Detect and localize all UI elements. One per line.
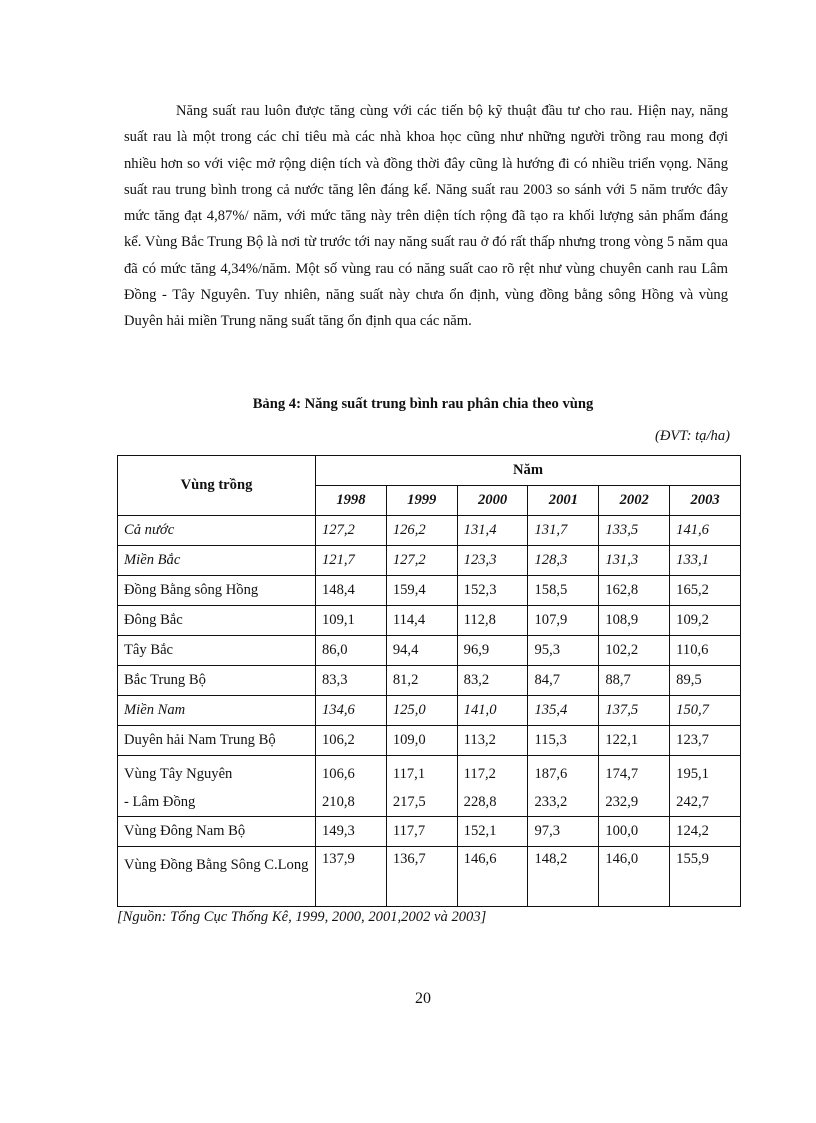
table-cell: 106,6 <box>322 766 355 782</box>
table-cell: 83,2 <box>457 666 528 696</box>
table-cell: 109,2 <box>670 606 741 636</box>
table-cell: 159,4 <box>386 576 457 606</box>
table-cell: 102,2 <box>599 636 670 666</box>
table-cell: 134,6 <box>316 696 387 726</box>
table-cell: 122,1 <box>599 726 670 756</box>
table-cell: 187,6 <box>534 766 568 782</box>
page-number: 20 <box>415 990 431 1007</box>
table-cell: 95,3 <box>528 636 599 666</box>
table-cell: 94,4 <box>386 636 457 666</box>
table-header-row <box>118 456 741 486</box>
table-cell: 228,8 <box>463 794 497 810</box>
table-cell: 155,9 <box>670 847 741 907</box>
table-cell-group <box>316 756 387 817</box>
table-cell: 165,2 <box>670 576 741 606</box>
row-label: Duyên hải Nam Trung Bộ <box>118 726 316 756</box>
table-row <box>118 516 741 546</box>
table-row <box>118 546 741 576</box>
table-cell-group <box>599 756 670 817</box>
table-cell: 115,3 <box>528 726 599 756</box>
row-label: Vùng Đông Nam Bộ <box>118 817 316 847</box>
table-cell: 107,9 <box>528 606 599 636</box>
table-cell: 113,2 <box>457 726 528 756</box>
row-label: Miền Nam <box>118 696 316 726</box>
table-cell: 137,5 <box>599 696 670 726</box>
table-cell: 112,8 <box>457 606 528 636</box>
table-cell: 233,2 <box>534 794 568 810</box>
table-cell: 97,3 <box>528 817 599 847</box>
table-cell: 150,7 <box>670 696 741 726</box>
table-cell: 133,5 <box>599 516 670 546</box>
table-row <box>118 726 741 756</box>
table-cell: 84,7 <box>528 666 599 696</box>
table-cell: 195,1 <box>676 766 709 782</box>
yield-table <box>117 455 741 907</box>
row-label-group <box>118 756 316 817</box>
table-cell: 152,1 <box>457 817 528 847</box>
table-cell: 100,0 <box>599 817 670 847</box>
table-cell: 123,7 <box>670 726 741 756</box>
table-cell: 96,9 <box>457 636 528 666</box>
table-cell: 127,2 <box>386 546 457 576</box>
table-cell: 152,3 <box>457 576 528 606</box>
year-header: 2003 <box>670 486 741 516</box>
table-cell: 158,5 <box>528 576 599 606</box>
table-cell: 128,3 <box>528 546 599 576</box>
table-cell: 174,7 <box>605 766 639 782</box>
year-header: 1999 <box>386 486 457 516</box>
unit-label: (ĐVT: tạ/ha) <box>655 428 730 444</box>
table-cell: 131,4 <box>457 516 528 546</box>
table-cell-group <box>386 756 457 817</box>
table-cell: 124,2 <box>670 817 741 847</box>
year-header: 1998 <box>316 486 387 516</box>
row-label: Đồng Bằng sông Hồng <box>118 576 316 606</box>
table-cell: 81,2 <box>386 666 457 696</box>
year-header: 2000 <box>457 486 528 516</box>
table-cell: 110,6 <box>670 636 741 666</box>
region-column-header: Vùng trồng <box>118 456 316 516</box>
table-cell: 127,2 <box>316 516 387 546</box>
year-group-header: Năm <box>316 456 741 486</box>
table-cell: 89,5 <box>670 666 741 696</box>
table-cell: 146,0 <box>599 847 670 907</box>
table-row <box>118 666 741 696</box>
table-row <box>118 756 741 817</box>
table-title: Bảng 4: Năng suất trung bình rau phân chia theo vùng <box>252 396 594 412</box>
table-cell: 117,1 <box>392 766 426 782</box>
table-row <box>118 817 741 847</box>
table-cell: 86,0 <box>316 636 387 666</box>
table-cell-group <box>670 756 741 817</box>
table-cell: 121,7 <box>316 546 387 576</box>
table-cell: 141,6 <box>670 516 741 546</box>
row-label: Vùng Đồng Bằng Sông C.Long <box>118 847 316 907</box>
table-cell: 136,7 <box>386 847 457 907</box>
row-label: Miền Bắc <box>118 546 316 576</box>
table-cell: 135,4 <box>528 696 599 726</box>
table-cell: 123,3 <box>457 546 528 576</box>
table-cell: 131,7 <box>528 516 599 546</box>
table-cell: 83,3 <box>316 666 387 696</box>
year-header: 2001 <box>528 486 599 516</box>
year-header: 2002 <box>599 486 670 516</box>
table-cell: 117,2 <box>463 766 496 782</box>
table-cell: 141,0 <box>457 696 528 726</box>
table-row <box>118 696 741 726</box>
table-row <box>118 576 741 606</box>
table-cell-group <box>457 756 528 817</box>
table-cell-group <box>528 756 599 817</box>
body-paragraph: Năng suất rau luôn được tăng cùng với các tiến bộ kỹ thuật đầu tư cho rau. Hiện nay, năng suất rau là một trong các chỉ tiêu mà các nhà khoa học cũng như những người trồng rau mong đợi nhiều hơn so với việc mở rộng diện tích và đồng thời đây cũng là hướng đi có nhiều triển vọng. Năng suất rau trung bình trong cả nước tăng lên đáng kể. Năng suất rau 2003 so sánh với 5 năm trước đây mức tăng đạt 4,87%/ năm, với mức tăng này trên diện tích rộng đã tạo ra khối lượng sản phẩm đáng kể. Vùng Bắc Trung Bộ là nơi từ trước tới nay năng suất rau ở đó rất thấp nhưng trong vòng 5 năm qua đã có mức tăng 4,34%/năm. Một số vùng rau có năng suất cao rõ rệt như vùng chuyên canh rau Lâm Đồng - Tây Nguyên. Tuy nhiên, năng suất này chưa ổn định, vùng đồng bằng sông Hồng và vùng Duyên hải miền Trung năng suất tăng ổn định qua các năm. <box>124 103 728 330</box>
source-citation: [Nguồn: Tổng Cục Thống Kê, 1999, 2000, 2001,2002 và 2003] <box>117 909 487 925</box>
table-cell: 114,4 <box>386 606 457 636</box>
table-cell: 126,2 <box>386 516 457 546</box>
table-cell: 125,0 <box>386 696 457 726</box>
table-cell: 148,2 <box>528 847 599 907</box>
row-label: - Lâm Đồng <box>124 794 196 810</box>
table-cell: 242,7 <box>676 794 709 810</box>
table-cell: 146,6 <box>457 847 528 907</box>
row-label: Tây Bắc <box>118 636 316 666</box>
table-row <box>118 847 741 907</box>
row-label: Vùng Tây Nguyên <box>124 766 233 782</box>
table-cell: 149,3 <box>316 817 387 847</box>
table-cell: 162,8 <box>599 576 670 606</box>
table-cell: 133,1 <box>670 546 741 576</box>
table-cell: 232,9 <box>605 794 639 810</box>
table-cell: 106,2 <box>316 726 387 756</box>
table-cell: 210,8 <box>322 794 355 810</box>
table-cell: 148,4 <box>316 576 387 606</box>
table-cell: 88,7 <box>599 666 670 696</box>
table-cell: 117,7 <box>386 817 457 847</box>
table-cell: 108,9 <box>599 606 670 636</box>
table-cell: 109,0 <box>386 726 457 756</box>
table-cell: 137,9 <box>316 847 387 907</box>
row-label: Bắc Trung Bộ <box>118 666 316 696</box>
row-label: Cả nước <box>118 516 316 546</box>
table-cell: 131,3 <box>599 546 670 576</box>
table-row <box>118 636 741 666</box>
table-cell: 109,1 <box>316 606 387 636</box>
table-row <box>118 606 741 636</box>
row-label: Đông Bắc <box>118 606 316 636</box>
table-cell: 217,5 <box>392 794 426 810</box>
